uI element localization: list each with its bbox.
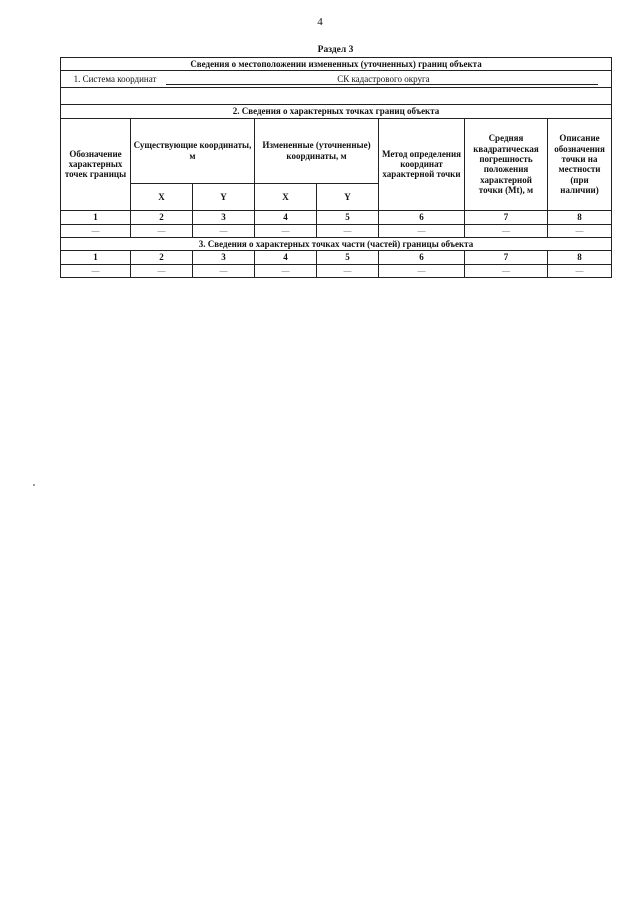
table-cell: —	[131, 265, 193, 278]
part3-column-numbers	[61, 251, 612, 265]
header-designation: Обозначение характерных точек границы	[61, 118, 131, 210]
header-method: Метод определения координат характерной точки	[379, 118, 465, 210]
column-number: 8	[548, 210, 612, 224]
table-cell: —	[465, 224, 548, 237]
column-number: 2	[131, 210, 193, 224]
table-row	[61, 224, 612, 237]
column-number: 3	[193, 210, 255, 224]
table-cell: —	[379, 265, 465, 278]
column-number: 3	[193, 251, 255, 265]
header-existing-y: Y	[193, 183, 255, 210]
column-number: 1	[61, 210, 131, 224]
column-number: 4	[255, 251, 317, 265]
column-number: 7	[465, 251, 548, 265]
column-number: 1	[61, 251, 131, 265]
column-number: 5	[317, 251, 379, 265]
table-cell: —	[61, 224, 131, 237]
header-description: Описание обозначения точки на местности (при наличии)	[548, 118, 612, 210]
table-cell: —	[61, 265, 131, 278]
table-cell: —	[255, 224, 317, 237]
table-cell: —	[379, 224, 465, 237]
header-existing-coordinates: Существующие координаты, м	[131, 118, 255, 183]
scan-speck	[33, 484, 35, 486]
column-number: 4	[255, 210, 317, 224]
table-cell: —	[131, 224, 193, 237]
header-changed-x: X	[255, 183, 317, 210]
column-number: 8	[548, 251, 612, 265]
coordinate-system-value: СК кадастрового округа	[166, 74, 598, 85]
table-cell: —	[317, 265, 379, 278]
column-number: 7	[465, 210, 548, 224]
part3-title: 3. Сведения о характерных точках части (частей) границы объекта	[61, 237, 612, 250]
header-changed-y: Y	[317, 183, 379, 210]
header-changed-coordinates: Измененные (уточненные) координаты, м	[255, 118, 379, 183]
table-row	[61, 265, 612, 278]
boundary-points-table	[60, 57, 612, 278]
header-error: Средняя квадратическая погрешность положения характерной точки (Mt), м	[465, 118, 548, 210]
table-cell: —	[193, 265, 255, 278]
table-cell: —	[548, 265, 612, 278]
table-cell: —	[317, 224, 379, 237]
table-cell: —	[193, 224, 255, 237]
coordinate-system-row	[61, 71, 612, 88]
header-existing-x: X	[131, 183, 193, 210]
part2-column-numbers	[61, 210, 612, 224]
column-number: 5	[317, 210, 379, 224]
section-title: Раздел 3	[317, 45, 354, 55]
column-number: 6	[379, 210, 465, 224]
main-title: Сведения о местоположении измененных (уточненных) границ объекта	[61, 58, 612, 71]
blank-row	[61, 88, 612, 105]
column-number: 2	[131, 251, 193, 265]
table-cell: —	[255, 265, 317, 278]
part2-title: 2. Сведения о характерных точках границ объекта	[61, 105, 612, 118]
coordinate-system-label: 1. Система координат	[73, 73, 157, 84]
column-number: 6	[379, 251, 465, 265]
page-number: 4	[317, 16, 323, 28]
table-cell: —	[465, 265, 548, 278]
table-cell: —	[548, 224, 612, 237]
